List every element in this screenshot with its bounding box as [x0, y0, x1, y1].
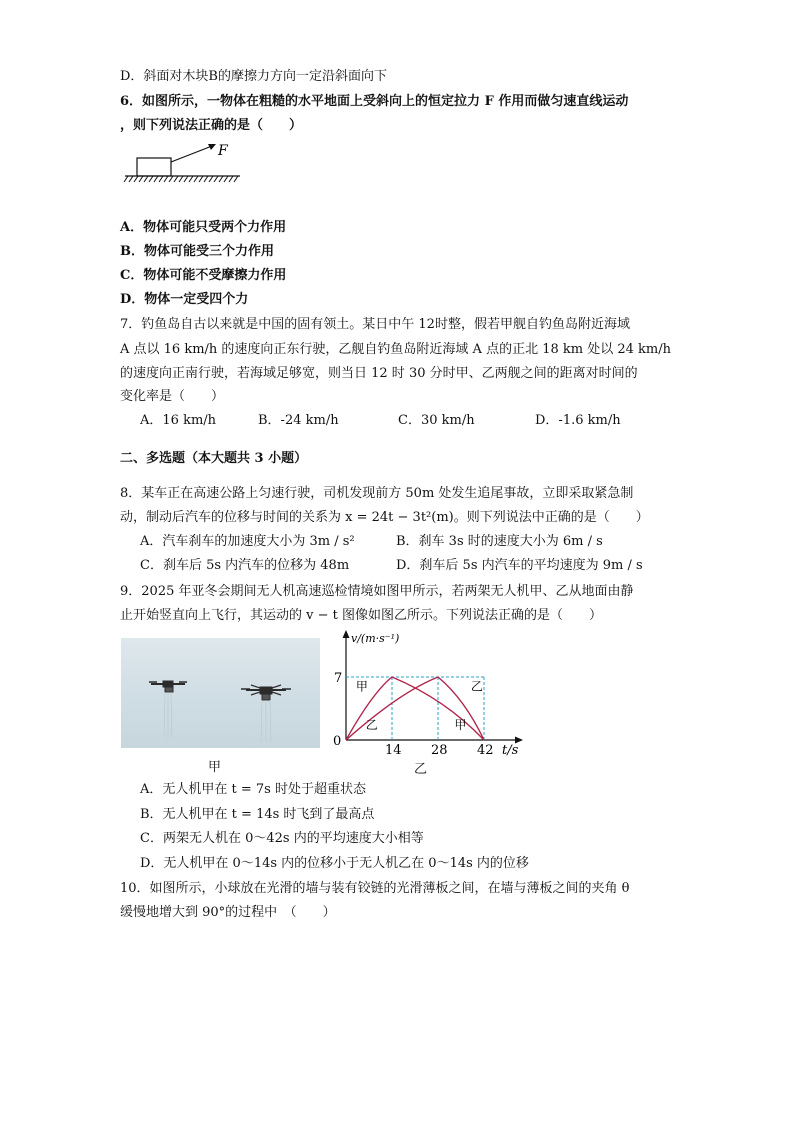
q7-option-c: C．30 km/h — [398, 413, 475, 428]
q7-stem-line1: 7．钓鱼岛自古以来就是中国的固有领土。某日中午 12时整，假若甲舰自钓鱼岛附近海域 — [120, 317, 630, 332]
graph-caption: 乙 — [414, 762, 428, 777]
q7-stem-line3: 的速度向正南行驶，若海域足够宽，则当日 12 时 30 分时甲、乙两舰之间的距离对时间的 — [120, 366, 638, 381]
q8-option-c: C．刹车后 5s 内汽车的位移为 48m — [140, 558, 350, 573]
origin-label: 0 — [333, 734, 342, 749]
force-arrow-line — [171, 146, 212, 162]
q7-stem-line4: 变化率是（ ） — [120, 389, 225, 404]
series-annotation: 甲 — [355, 679, 368, 694]
q9-stem-line1: 9．2025 年亚冬会期间无人机高速巡检情境如图甲所示，若两架无人机甲、乙从地面由静 — [120, 584, 634, 599]
q7-stem-line2: A 点以 16 km/h 的速度向正东行驶，乙舰自钓鱼岛附近海域 A 点的正北 18 km 处以 24 km/h — [120, 342, 671, 357]
vt-graph — [326, 628, 526, 760]
block — [137, 158, 171, 176]
ground-hatching — [124, 176, 238, 182]
q6-stem-line1: 6．如图所示，一物体在粗糙的水平地面上受斜向上的恒定拉力 F 作用而做匀速直线运动 — [120, 94, 629, 109]
y-tick-label: 7 — [334, 671, 343, 686]
x-tick-label: 42 — [477, 743, 494, 758]
x-axis-label: t/s — [502, 743, 519, 758]
y-axis-label: v/(m·s⁻¹) — [351, 632, 400, 645]
q10-stem-line2: 缓慢地增大到 90°的过程中 （ ） — [120, 905, 336, 920]
photo-caption: 甲 — [208, 760, 222, 775]
q8-option-b: B．刹车 3s 时的速度大小为 6m / s — [396, 534, 603, 549]
q9-stem-line2: 止开始竖直向上飞行，其运动的 v − t 图像如图乙所示。下列说法正确的是（ ） — [120, 608, 602, 623]
x-tick-label: 14 — [385, 743, 402, 758]
x-tick-label: 28 — [431, 743, 448, 758]
drone-illustration — [121, 638, 320, 748]
q9-option-a: A．无人机甲在 t = 7s 时处于超重状态 — [140, 782, 366, 797]
q8-option-a: A．汽车刹车的加速度大小为 3m / s² — [140, 534, 355, 549]
q7-option-d: D．-1.6 km/h — [535, 413, 621, 428]
q5-option-d: D．斜面对木块B的摩擦力方向一定沿斜面向下 — [120, 69, 387, 84]
force-label-f: F — [218, 143, 228, 159]
q6-option-a: A．物体可能只受两个力作用 — [120, 220, 287, 235]
drone-photo — [121, 638, 320, 748]
section-heading: 二、多选题（本大题共 3 小题） — [120, 451, 308, 466]
q6-option-b: B．物体可能受三个力作用 — [120, 244, 274, 259]
q9-option-c: C．两架无人机在 0～42s 内的平均速度大小相等 — [140, 831, 424, 846]
q6-stem-line2: ，则下列说法正确的是（ ） — [120, 118, 303, 133]
drone-left — [149, 681, 187, 738]
q6-figure — [120, 140, 245, 188]
series-annotation: 乙 — [470, 679, 483, 694]
q6-option-d: D．物体一定受四个力 — [120, 292, 249, 307]
series-annotation: 甲 — [454, 718, 467, 733]
q7-option-a: A．16 km/h — [140, 413, 217, 428]
q9-option-b: B．无人机甲在 t = 14s 时飞到了最高点 — [140, 807, 375, 822]
y-axis-arrow — [343, 630, 350, 638]
q8-option-d: D．刹车后 5s 内汽车的平均速度为 9m / s — [396, 558, 643, 573]
drone-right — [241, 685, 291, 742]
q8-stem-line2: 动，制动后汽车的位移与时间的关系为 x = 24t − 3t²(m)。则下列说法中正确的是（ ） — [120, 510, 649, 525]
series-annotation: 乙 — [365, 718, 378, 733]
q6-option-c: C．物体可能不受摩擦力作用 — [120, 268, 287, 283]
q9-option-d: D．无人机甲在 0～14s 内的位移小于无人机乙在 0～14s 内的位移 — [140, 856, 529, 871]
q7-option-b: B．-24 km/h — [258, 413, 339, 428]
q8-stem-line1: 8．某车正在高速公路上匀速行驶，司机发现前方 50m 处发生追尾事故，立即采取紧急制 — [120, 486, 634, 501]
q10-stem-line1: 10．如图所示，小球放在光滑的墙与装有铰链的光滑薄板之间，在墙与薄板之间的夹角 θ — [120, 881, 630, 896]
